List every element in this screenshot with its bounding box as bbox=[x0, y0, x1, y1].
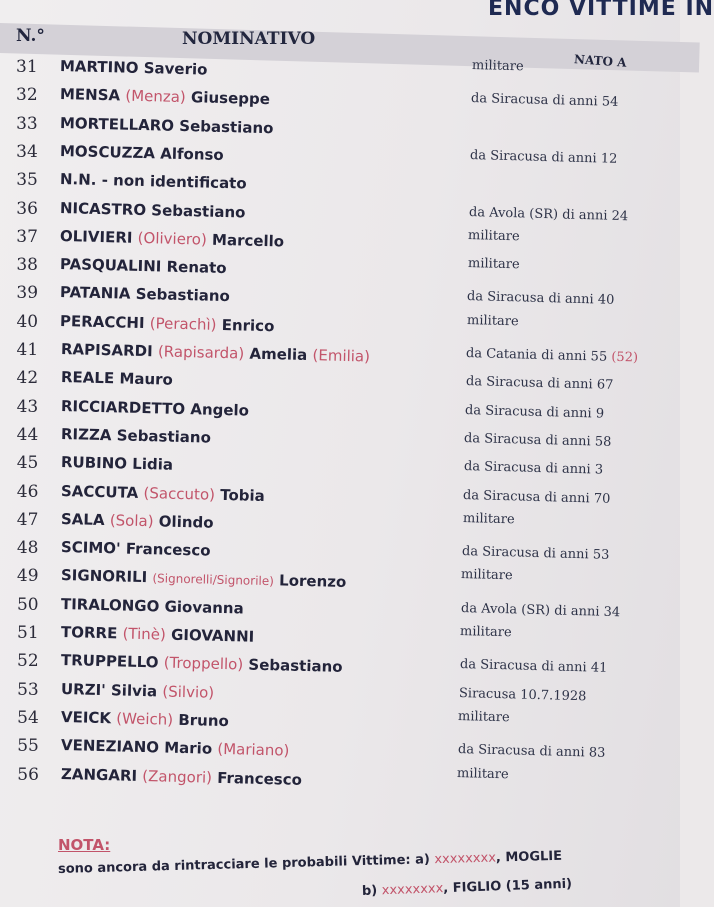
victim-number: 33 bbox=[16, 113, 38, 134]
victim-row bbox=[16, 170, 676, 196]
victim-row bbox=[17, 680, 677, 706]
alternate-age: (52) bbox=[611, 349, 639, 366]
victim-number: 32 bbox=[16, 85, 38, 106]
victim-number: 42 bbox=[16, 368, 39, 389]
victim-number: 52 bbox=[17, 651, 39, 672]
surname: VEICK bbox=[60, 707, 112, 728]
victim-number: 43 bbox=[16, 396, 39, 417]
surname: N.N. - non identificato bbox=[59, 170, 248, 193]
nota-relation: , FIGLIO (15 anni) bbox=[443, 876, 573, 897]
birth-text: militare bbox=[466, 312, 519, 330]
given-name: Sebastiano bbox=[248, 655, 343, 677]
surname: MENSA bbox=[59, 85, 121, 105]
given-name: Francesco bbox=[217, 768, 303, 789]
victim-number: 44 bbox=[16, 424, 39, 445]
alternate-spelling: (Weich) bbox=[116, 709, 174, 729]
victim-row bbox=[17, 453, 677, 479]
given-name: Sebastiano bbox=[179, 116, 274, 137]
victim-row bbox=[17, 765, 677, 791]
alternate-spelling: (Perachì) bbox=[149, 313, 218, 334]
birth-text: da Avola (SR) di anni 34 bbox=[460, 600, 621, 620]
surname: TORRE bbox=[60, 623, 118, 643]
victim-name bbox=[60, 114, 274, 137]
victim-row bbox=[17, 538, 677, 564]
redacted-name: xxxxxxxx bbox=[434, 850, 497, 868]
header-number: N.° bbox=[16, 26, 45, 46]
victim-number: 34 bbox=[16, 141, 38, 162]
birth-text: militare bbox=[459, 624, 513, 641]
victim-number: 46 bbox=[16, 481, 39, 502]
victim-birth-info bbox=[464, 459, 603, 478]
birth-text: da Siracusa di anni 67 bbox=[465, 374, 614, 394]
surname: RICCIARDETTO bbox=[60, 396, 185, 418]
nota-prefix: b) bbox=[361, 883, 378, 899]
given-name: GIOVANNI bbox=[170, 625, 255, 646]
victim-row bbox=[16, 199, 676, 225]
victim-row bbox=[16, 227, 676, 253]
surname: MOSCUZZA bbox=[59, 141, 156, 163]
victim-number: 45 bbox=[16, 453, 39, 474]
victim-name bbox=[60, 312, 275, 335]
birth-text: militare bbox=[467, 256, 520, 273]
surname: RAPISARDI bbox=[60, 340, 153, 361]
surname: NICASTRO bbox=[60, 198, 147, 219]
victim-name bbox=[60, 85, 270, 108]
given-name: Giuseppe bbox=[190, 88, 271, 109]
alternate-spelling: (Rapisarda) bbox=[157, 342, 244, 363]
surname: RUBINO bbox=[60, 453, 127, 473]
birth-text: da Siracusa di anni 3 bbox=[463, 459, 603, 478]
victim-birth-info bbox=[460, 624, 512, 640]
victim-name bbox=[60, 142, 224, 164]
birth-text: da Siracusa di anni 12 bbox=[470, 147, 618, 167]
surname: RIZZA bbox=[60, 424, 112, 445]
birth-text: Siracusa 10.7.1928 bbox=[458, 685, 587, 704]
victim-name bbox=[61, 482, 265, 505]
given-name: Renato bbox=[166, 257, 228, 278]
alternate-spelling: (Zangori) bbox=[142, 766, 213, 787]
surname: REALE bbox=[60, 368, 114, 388]
victim-birth-info bbox=[463, 488, 611, 507]
victim-birth-info bbox=[465, 374, 613, 393]
birth-text: da Siracusa di anni 58 bbox=[464, 430, 612, 450]
surname: PASQUALINI bbox=[60, 255, 162, 276]
birth-text: da Siracusa di anni 70 bbox=[462, 487, 611, 507]
victim-name bbox=[60, 453, 172, 474]
alternate-spelling: (Saccuto) bbox=[143, 483, 215, 504]
victim-row bbox=[17, 566, 677, 592]
birth-text: da Siracusa di anni 41 bbox=[459, 657, 608, 677]
alternate-spelling: (Emilia) bbox=[311, 346, 370, 366]
birth-text: militare bbox=[468, 227, 521, 245]
birth-text: da Siracusa di anni 9 bbox=[464, 402, 605, 422]
victim-number: 54 bbox=[17, 707, 39, 728]
victim-name bbox=[60, 368, 172, 389]
nota-line-2 bbox=[362, 877, 573, 899]
alternate-spelling: (Menza) bbox=[125, 86, 187, 107]
victim-birth-info bbox=[464, 431, 612, 450]
alternate-spelling: (Oliviero) bbox=[137, 228, 208, 249]
given-name: Saverio bbox=[143, 59, 208, 79]
victim-birth-info bbox=[458, 709, 510, 725]
birth-text: da Catania di anni 55 bbox=[465, 346, 608, 365]
given-name: Alfonso bbox=[160, 144, 225, 164]
surname: OLIVIERI bbox=[60, 226, 133, 247]
alternate-spelling: (Signorelli/Signorile) bbox=[152, 571, 274, 589]
header-name: NOMINATIVO bbox=[182, 29, 316, 49]
victim-number: 56 bbox=[17, 764, 39, 785]
victim-row bbox=[17, 510, 677, 536]
victim-birth-info bbox=[459, 686, 587, 704]
victim-row bbox=[17, 425, 677, 451]
given-name: Sebastiano bbox=[151, 200, 246, 222]
birth-text: da Siracusa di anni 83 bbox=[457, 742, 606, 762]
birth-text: da Siracusa di anni 53 bbox=[461, 544, 610, 563]
surname: SIGNORILI bbox=[60, 566, 148, 587]
victim-number: 51 bbox=[17, 623, 39, 643]
given-name: Mauro bbox=[118, 369, 173, 390]
victim-number: 47 bbox=[16, 509, 39, 530]
victim-name bbox=[60, 283, 230, 305]
victim-name bbox=[61, 538, 211, 560]
surname: PATANIA bbox=[60, 283, 132, 304]
birth-text: militare bbox=[458, 708, 511, 726]
surname: SCIMO' bbox=[60, 538, 121, 558]
given-name: Giovanna bbox=[164, 597, 244, 618]
alternate-spelling: (Silvio) bbox=[162, 682, 215, 702]
alternate-spelling: (Sola) bbox=[109, 510, 154, 531]
surname: SACCUTA bbox=[60, 481, 139, 502]
victim-name bbox=[61, 736, 290, 760]
birth-text: militare bbox=[457, 765, 510, 782]
victim-name bbox=[60, 340, 369, 366]
victim-birth-info bbox=[466, 346, 638, 365]
surname: SALA bbox=[60, 509, 105, 529]
given-name: Marcello bbox=[212, 230, 285, 251]
victim-row bbox=[17, 736, 677, 762]
victim-row bbox=[17, 595, 677, 621]
victim-name bbox=[60, 57, 208, 79]
victim-number: 50 bbox=[16, 594, 39, 615]
given-name: Francesco bbox=[125, 539, 211, 560]
victim-name bbox=[60, 199, 246, 222]
given-name: Sebastiano bbox=[135, 285, 231, 306]
birth-text: militare bbox=[462, 510, 515, 528]
victim-row bbox=[17, 482, 677, 508]
victim-number: 40 bbox=[16, 311, 39, 332]
surname: VENEZIANO bbox=[60, 736, 160, 757]
given-name: Bruno bbox=[178, 710, 230, 730]
victim-birth-info bbox=[462, 511, 514, 527]
given-name: Amelia bbox=[248, 344, 307, 365]
victim-number: 31 bbox=[16, 57, 38, 77]
given-name: Tobia bbox=[219, 485, 265, 505]
birth-text: militare bbox=[461, 567, 514, 584]
page-title-fragment: ENCO VITTIME IN bbox=[488, 0, 714, 21]
victim-birth-info bbox=[465, 403, 604, 422]
surname: TRUPPELLO bbox=[60, 651, 159, 672]
nota-text: sono ancora da rintracciare le probabili Vittime: a) bbox=[57, 852, 431, 877]
victim-row bbox=[16, 283, 676, 309]
given-name: Olindo bbox=[158, 512, 214, 532]
victim-birth-info bbox=[468, 228, 520, 244]
nota-relation: , MOGLIE bbox=[495, 848, 563, 866]
victim-number: 48 bbox=[16, 538, 39, 559]
victim-birth-info bbox=[461, 601, 621, 620]
victim-number: 39 bbox=[16, 283, 39, 304]
victim-birth-info bbox=[467, 289, 615, 308]
victim-row bbox=[16, 85, 676, 111]
alternate-spelling: (Tinè) bbox=[122, 624, 167, 644]
victim-row bbox=[16, 57, 676, 83]
victim-row bbox=[17, 340, 677, 366]
victim-name bbox=[60, 227, 285, 250]
victim-birth-info bbox=[462, 544, 610, 563]
victim-birth-info bbox=[466, 313, 518, 329]
victim-birth-info bbox=[469, 205, 629, 224]
alternate-spelling: (Mariano) bbox=[217, 740, 290, 760]
victim-birth-info bbox=[471, 91, 619, 110]
victim-name bbox=[61, 765, 302, 789]
victim-name bbox=[61, 595, 244, 617]
victim-number: 37 bbox=[16, 226, 38, 247]
victim-birth-info bbox=[468, 256, 520, 272]
victim-name bbox=[60, 397, 248, 420]
victim-row bbox=[17, 397, 677, 423]
surname: URZI' bbox=[60, 679, 107, 699]
victim-birth-info bbox=[458, 742, 606, 761]
given-name: Silvia bbox=[110, 680, 158, 700]
given-name: Lorenzo bbox=[278, 571, 347, 592]
given-name: Lidia bbox=[131, 454, 173, 474]
birth-text: da Siracusa di anni 54 bbox=[471, 91, 619, 111]
victim-birth-info bbox=[470, 148, 618, 167]
victim-number: 36 bbox=[16, 198, 38, 219]
birth-text: militare bbox=[471, 58, 524, 75]
surname: MARTINO bbox=[59, 57, 139, 77]
victim-name bbox=[60, 425, 210, 447]
given-name: Sebastiano bbox=[116, 426, 211, 447]
victim-row bbox=[16, 312, 676, 338]
birth-text: da Avola (SR) di anni 24 bbox=[468, 204, 629, 224]
victim-row bbox=[16, 114, 676, 140]
victim-name bbox=[61, 651, 343, 676]
victim-number: 38 bbox=[16, 255, 38, 276]
surname: TIRALONGO bbox=[60, 594, 160, 616]
victim-birth-info bbox=[457, 766, 509, 782]
victim-name bbox=[60, 255, 227, 277]
victim-name bbox=[61, 680, 215, 702]
redacted-name: xxxxxxxx bbox=[381, 881, 444, 899]
victim-number: 41 bbox=[16, 340, 39, 360]
nota-title: NOTA: bbox=[58, 836, 111, 854]
alternate-spelling: (Troppello) bbox=[163, 653, 244, 674]
victim-row bbox=[17, 623, 677, 649]
given-name: Angelo bbox=[189, 399, 249, 420]
surname: PERACCHI bbox=[60, 311, 146, 332]
victim-name bbox=[61, 566, 347, 591]
victim-number: 53 bbox=[17, 679, 39, 700]
victim-row bbox=[17, 651, 677, 677]
victim-row bbox=[17, 368, 677, 394]
victim-name bbox=[61, 708, 229, 730]
victim-row bbox=[17, 708, 677, 734]
victim-number: 35 bbox=[16, 170, 38, 191]
birth-text: da Siracusa di anni 40 bbox=[467, 289, 615, 309]
victim-name bbox=[61, 623, 255, 646]
victim-name bbox=[60, 170, 247, 193]
victim-birth-info bbox=[459, 657, 607, 676]
given-name: Mario bbox=[164, 738, 213, 758]
victim-number: 49 bbox=[16, 566, 39, 587]
surname: MORTELLARO bbox=[59, 113, 175, 135]
given-name: Enrico bbox=[221, 315, 276, 335]
victim-birth-info bbox=[461, 567, 513, 583]
victim-number: 55 bbox=[17, 736, 39, 757]
victim-name bbox=[61, 510, 214, 532]
victim-row bbox=[16, 255, 676, 281]
victim-birth-info bbox=[472, 58, 524, 74]
victim-row bbox=[16, 142, 676, 168]
nota-line-1 bbox=[58, 849, 562, 877]
header-birthplace: NATO A bbox=[573, 52, 627, 70]
surname: ZANGARI bbox=[61, 764, 138, 785]
